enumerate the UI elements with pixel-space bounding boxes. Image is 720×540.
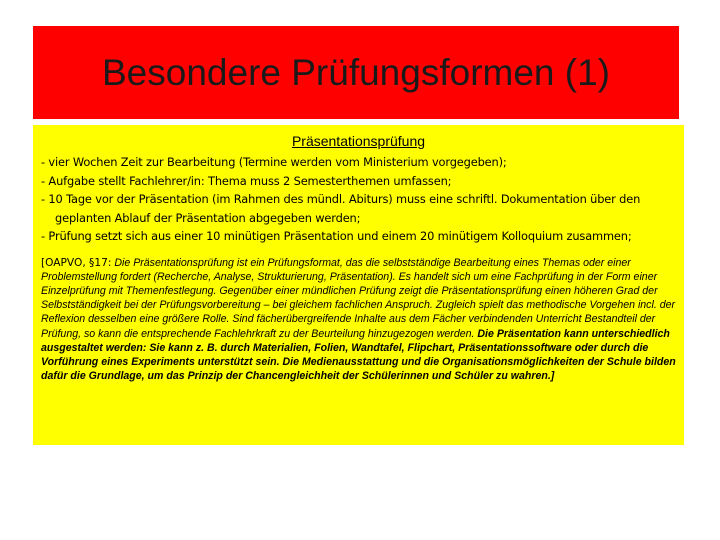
legal-reference (41, 256, 676, 384)
bullet-item: - Prüfung setzt sich aus einer 10 minütigen Präsentation und einem 20 minütigem Kolloquium zusammen; (41, 229, 632, 243)
reference-label: [OAPVO, §17: (41, 256, 112, 269)
slide-title-bar (33, 26, 679, 119)
reference-text: Die Präsentationsprüfung ist ein Prüfungsformat, das die selbstständige Bearbeitung eines Themas oder einer Problemstellung fordert (Recherche, Analyse, Strukturierung, Präsentation). Es handelt sich um eine Fachprüfung in der Form einer Einzelprüfung mit Themenfestlegung. Gegenüber einer mündlichen Prüfung zeigt die Präsentationsprüfung einen höheren Grad der Selbstständigkeit bei der Prüfungsvorbereitung – bei gleichem fachlichen Anspruch. Zugleich spielt das methodische Vorgehen incl. der Reflexion desselben eine größere Rolle. Sind fächerübergreifende Inhalte aus dem Fächer verbindenden Unterricht Bestandteil der Prüfung, so kann die entsprechende Fachlehrkraft zu der Beurteilung hinzugezogen werden. (41, 256, 676, 340)
reference-emphasis: Die Präsentation kann unterschiedlich ausgestaltet werden: Sie kann z. B. durch Materialien, Folien, Wandtafel, Flipchart, Präsentationssoftware oder durch die Vorführung eines Experiments unterstützt sein. Die Medienausstattung und die Organisationsmöglichkeiten der Schule bilden dafür die Grundlage, um das Prinzip der Chancengleichheit der Schülerinnen und Schüler zu wahren.] (41, 327, 676, 383)
section-subtitle: Präsentationsprüfung (291, 133, 426, 149)
bullet-item: - 10 Tage vor der Präsentation (im Rahmen des mündl. Abiturs) muss eine schriftl. Dokumentation über den geplanten Ablauf der Präsentation abgegeben werden; (41, 192, 641, 225)
bullet-item: - Aufgabe stellt Fachlehrer/in: Thema muss 2 Semesterthemen umfassen; (41, 173, 452, 188)
content-box (33, 125, 684, 445)
bullet-item: - vier Wochen Zeit zur Bearbeitung (Termine werden vom Ministerium vorgegeben); (41, 155, 507, 169)
slide-title: Besondere Prüfungsformen (1) (102, 51, 610, 93)
bullet-list (41, 153, 676, 246)
